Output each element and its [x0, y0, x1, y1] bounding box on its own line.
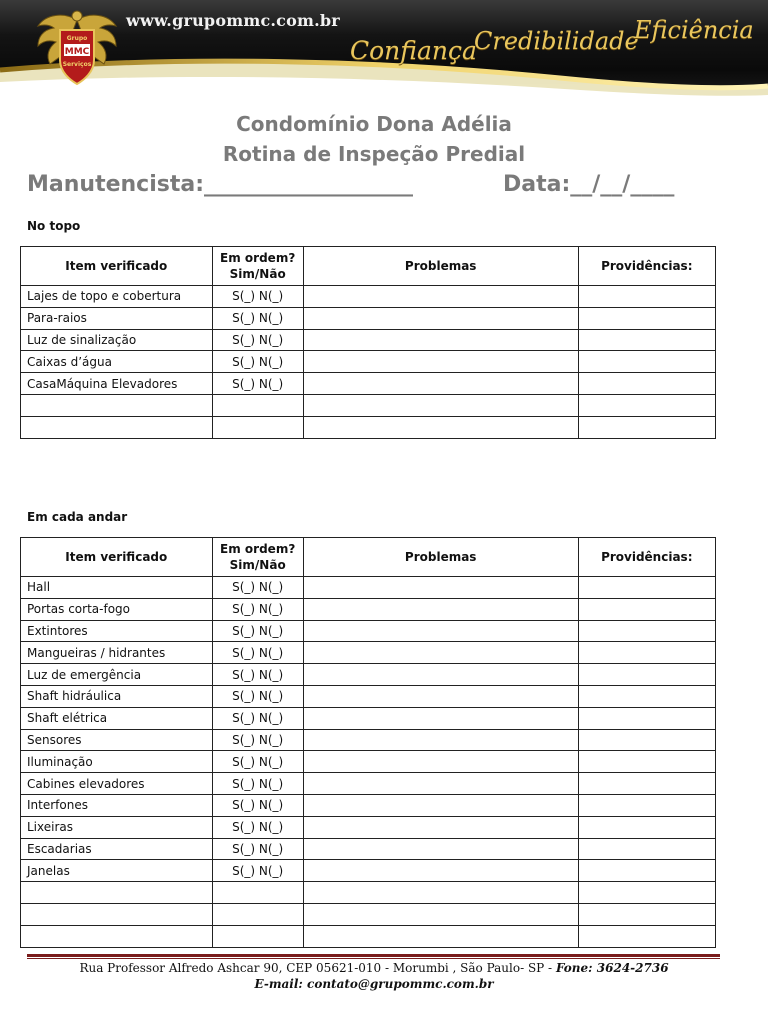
cell-check: S(_) N(_) [212, 860, 303, 882]
header-banner [0, 0, 768, 100]
cell-providencias [578, 860, 715, 882]
cell-providencias [578, 751, 715, 773]
footer-address-text: Rua Professor Alfredo Ashcar 90, CEP 05621-010 - Morumbi , São Paulo- SP - [79, 961, 556, 975]
cell-check [212, 882, 303, 904]
cell-providencias [578, 903, 715, 925]
table-row [21, 351, 716, 373]
cell-item: Extintores [21, 620, 213, 642]
cell-item: Sensores [21, 729, 213, 751]
cell-problemas [303, 642, 578, 664]
header-em-ordem [212, 538, 303, 577]
cell-check: S(_) N(_) [212, 598, 303, 620]
cell-check: S(_) N(_) [212, 286, 303, 308]
cell-check [212, 416, 303, 438]
cell-providencias [578, 685, 715, 707]
cell-item: Cabines elevadores [21, 773, 213, 795]
cell-providencias [578, 707, 715, 729]
cell-item: Luz de sinalização [21, 329, 213, 351]
cell-problemas [303, 685, 578, 707]
cell-problemas [303, 816, 578, 838]
cell-problemas [303, 925, 578, 947]
cell-providencias [578, 329, 715, 351]
header-item: Item verificado [21, 538, 213, 577]
cell-check: S(_) N(_) [212, 685, 303, 707]
table-row [21, 598, 716, 620]
cell-item: Luz de emergência [21, 664, 213, 686]
cell-providencias [578, 351, 715, 373]
cell-check: S(_) N(_) [212, 773, 303, 795]
cell-problemas [303, 838, 578, 860]
cell-problemas [303, 751, 578, 773]
cell-providencias [578, 394, 715, 416]
cell-problemas [303, 860, 578, 882]
table-row [21, 642, 716, 664]
cell-problemas [303, 664, 578, 686]
cell-problemas [303, 373, 578, 395]
cell-problemas [303, 286, 578, 308]
cell-problemas [303, 773, 578, 795]
cell-check: S(_) N(_) [212, 307, 303, 329]
cell-check: S(_) N(_) [212, 794, 303, 816]
table-row [21, 751, 716, 773]
document-subtitle: Rotina de Inspeção Predial [222, 142, 526, 166]
table-row [21, 286, 716, 308]
table-row [21, 816, 716, 838]
cell-providencias [578, 307, 715, 329]
table-header-row [21, 538, 716, 577]
cell-problemas [303, 329, 578, 351]
cell-check: S(_) N(_) [212, 729, 303, 751]
cell-check: S(_) N(_) [212, 351, 303, 373]
cell-problemas [303, 598, 578, 620]
section-label-floor: Em cada andar [27, 510, 128, 524]
svg-text:Grupo: Grupo [66, 35, 88, 42]
header-em-ordem-line-2: Sim/Não [229, 267, 286, 281]
site-url: www.grupommc.com.br [126, 11, 340, 30]
table-row [21, 794, 716, 816]
cell-providencias [578, 773, 715, 795]
cell-check: S(_) N(_) [212, 707, 303, 729]
cell-providencias [578, 373, 715, 395]
table-row [21, 860, 716, 882]
cell-check: S(_) N(_) [212, 373, 303, 395]
cell-providencias [578, 620, 715, 642]
cell-providencias [578, 816, 715, 838]
footer-divider [27, 958, 720, 959]
footer-divider [27, 954, 720, 957]
cell-providencias [578, 882, 715, 904]
table-row [21, 394, 716, 416]
table-header-row [21, 247, 716, 286]
table-row [21, 373, 716, 395]
table-row [21, 838, 716, 860]
table-row [21, 729, 716, 751]
inspection-table-floor [20, 537, 716, 948]
header-providencias: Providências: [578, 247, 715, 286]
cell-item [21, 925, 213, 947]
table-row [21, 620, 716, 642]
inspection-table-top [20, 246, 716, 439]
cell-problemas [303, 794, 578, 816]
footer-phone: Fone: 3624-2736 [555, 961, 669, 975]
cell-providencias [578, 416, 715, 438]
cell-item: Caixas d’água [21, 351, 213, 373]
cell-check: S(_) N(_) [212, 620, 303, 642]
cell-problemas [303, 620, 578, 642]
header-problemas: Problemas [303, 538, 578, 577]
cell-problemas [303, 882, 578, 904]
table-row [21, 416, 716, 438]
cell-item: Iluminação [21, 751, 213, 773]
table-row [21, 307, 716, 329]
cell-problemas [303, 351, 578, 373]
manutencista-field: Manutencista:___________________ [27, 172, 413, 197]
header-em-ordem [212, 247, 303, 286]
cell-item: Shaft hidráulica [21, 685, 213, 707]
cell-item [21, 882, 213, 904]
cell-problemas [303, 707, 578, 729]
footer-address [0, 961, 748, 975]
header-providencias: Providências: [578, 538, 715, 577]
cell-providencias [578, 925, 715, 947]
cell-providencias [578, 642, 715, 664]
cell-check [212, 903, 303, 925]
cell-item [21, 394, 213, 416]
cell-problemas [303, 903, 578, 925]
cell-item: Para-raios [21, 307, 213, 329]
table-row [21, 577, 716, 599]
table-row [21, 664, 716, 686]
header-em-ordem-line-2: Sim/Não [229, 558, 286, 572]
cell-problemas [303, 416, 578, 438]
table-row [21, 685, 716, 707]
slogan-word: Credibilidade [474, 27, 639, 55]
document-title: Condomínio Dona Adélia [236, 112, 512, 136]
cell-check: S(_) N(_) [212, 751, 303, 773]
section-label-top: No topo [27, 219, 81, 233]
svg-text:Serviços: Serviços [62, 61, 92, 68]
cell-check: S(_) N(_) [212, 642, 303, 664]
cell-providencias [578, 794, 715, 816]
svg-text:MMC: MMC [64, 47, 90, 57]
cell-item [21, 903, 213, 925]
cell-item: Lixeiras [21, 816, 213, 838]
cell-item [21, 416, 213, 438]
cell-item: CasaMáquina Elevadores [21, 373, 213, 395]
header-em-ordem-line-1: Em ordem? [220, 251, 296, 265]
table-row [21, 882, 716, 904]
cell-check: S(_) N(_) [212, 664, 303, 686]
slogan-word: Eficiência [634, 16, 754, 44]
table-row [21, 707, 716, 729]
grupo-mmc-logo [34, 8, 120, 90]
slogan-word: Confiança [350, 36, 477, 65]
cell-providencias [578, 598, 715, 620]
footer-email: E-mail: contato@grupommc.com.br [254, 977, 494, 991]
cell-item: Portas corta-fogo [21, 598, 213, 620]
header-problemas: Problemas [303, 247, 578, 286]
cell-providencias [578, 838, 715, 860]
header-item: Item verificado [21, 247, 213, 286]
cell-item: Shaft elétrica [21, 707, 213, 729]
header-em-ordem-line-1: Em ordem? [220, 542, 296, 556]
cell-problemas [303, 394, 578, 416]
cell-item: Lajes de topo e cobertura [21, 286, 213, 308]
cell-problemas [303, 577, 578, 599]
cell-item: Mangueiras / hidrantes [21, 642, 213, 664]
table-row [21, 903, 716, 925]
cell-check: S(_) N(_) [212, 329, 303, 351]
cell-problemas [303, 729, 578, 751]
cell-item: Interfones [21, 794, 213, 816]
cell-providencias [578, 664, 715, 686]
cell-providencias [578, 286, 715, 308]
cell-providencias [578, 577, 715, 599]
cell-check [212, 394, 303, 416]
table-row [21, 773, 716, 795]
table-row [21, 329, 716, 351]
cell-problemas [303, 307, 578, 329]
cell-check: S(_) N(_) [212, 577, 303, 599]
cell-item: Escadarias [21, 838, 213, 860]
cell-check: S(_) N(_) [212, 816, 303, 838]
cell-check [212, 925, 303, 947]
table-row [21, 925, 716, 947]
cell-providencias [578, 729, 715, 751]
cell-item: Janelas [21, 860, 213, 882]
cell-check: S(_) N(_) [212, 838, 303, 860]
date-field: Data:__/__/____ [503, 172, 675, 197]
cell-item: Hall [21, 577, 213, 599]
